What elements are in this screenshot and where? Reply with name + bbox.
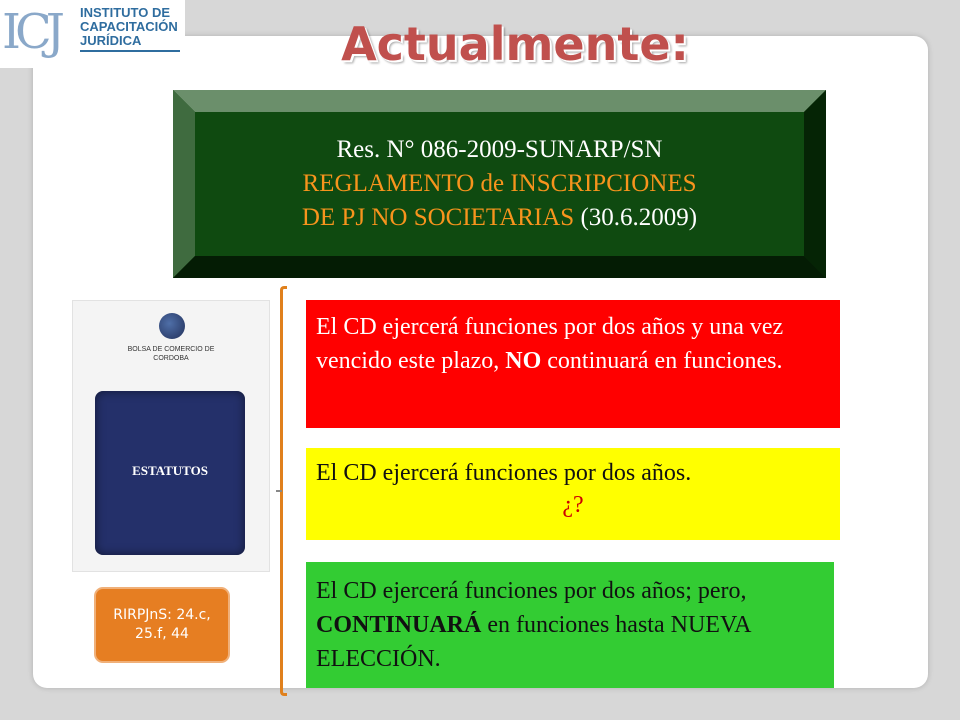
option-red-part1: El CD ejercerá funciones por dos años y una vez vencido este plazo, (316, 314, 784, 374)
option-green-part1: El CD ejercerá funciones por dos años; pero, (316, 578, 747, 604)
option-red-text (316, 314, 783, 374)
book-org-line-1: BOLSA DE COMERCIO DE (127, 346, 215, 353)
statutes-book-image (72, 300, 270, 572)
resolution-number: Res. N° 086-2009-SUNARP/SN (336, 136, 663, 163)
logo-mark: ICJ (2, 4, 59, 60)
option-green-text (316, 578, 750, 672)
option-yellow-question: ¿? (562, 492, 584, 518)
option-yellow-text: El CD ejercerá funciones por dos años. (316, 460, 692, 486)
rirpjns-badge: RIRPJnS: 24.c, 25.f, 44 (94, 587, 230, 663)
option-no-continuation (306, 300, 840, 428)
option-continuation (306, 562, 834, 688)
resolution-subject: DE PJ NO SOCIETARIAS (301, 204, 575, 231)
logo-line-2: CAPACITACIÓN (80, 19, 178, 34)
bevel-bottom (173, 256, 826, 278)
resolution-title: REGLAMENTO de INSCRIPCIONES (302, 170, 697, 197)
bevel-left (173, 90, 195, 278)
resolution-box (173, 90, 826, 278)
book-cover-label: ESTATUTOS (132, 463, 208, 478)
logo-line-3: JURÍDICA (80, 33, 142, 48)
logo-line-1: INSTITUTO DE (80, 5, 171, 20)
book-cover (95, 391, 245, 555)
seal-icon (159, 313, 185, 339)
slide-title: Actualmente: (341, 17, 689, 71)
option-green-emphasis: CONTINUARÁ (316, 612, 482, 638)
option-unspecified (306, 448, 840, 540)
resolution-subtitle (302, 201, 697, 235)
resolution-text (195, 112, 804, 256)
option-red-part2: continuará en funciones. (541, 348, 783, 374)
bracket-tick (276, 490, 282, 492)
resolution-date: (30.6.2009) (580, 204, 698, 231)
option-green-part2: en funciones hasta NUEVA ELECCIÓN. (316, 612, 751, 672)
option-red-emphasis: NO (505, 348, 542, 374)
bevel-top (173, 90, 826, 112)
bevel-right (804, 90, 826, 278)
book-org-line-2: CORDOBA (153, 355, 189, 362)
book-organization (73, 345, 269, 363)
